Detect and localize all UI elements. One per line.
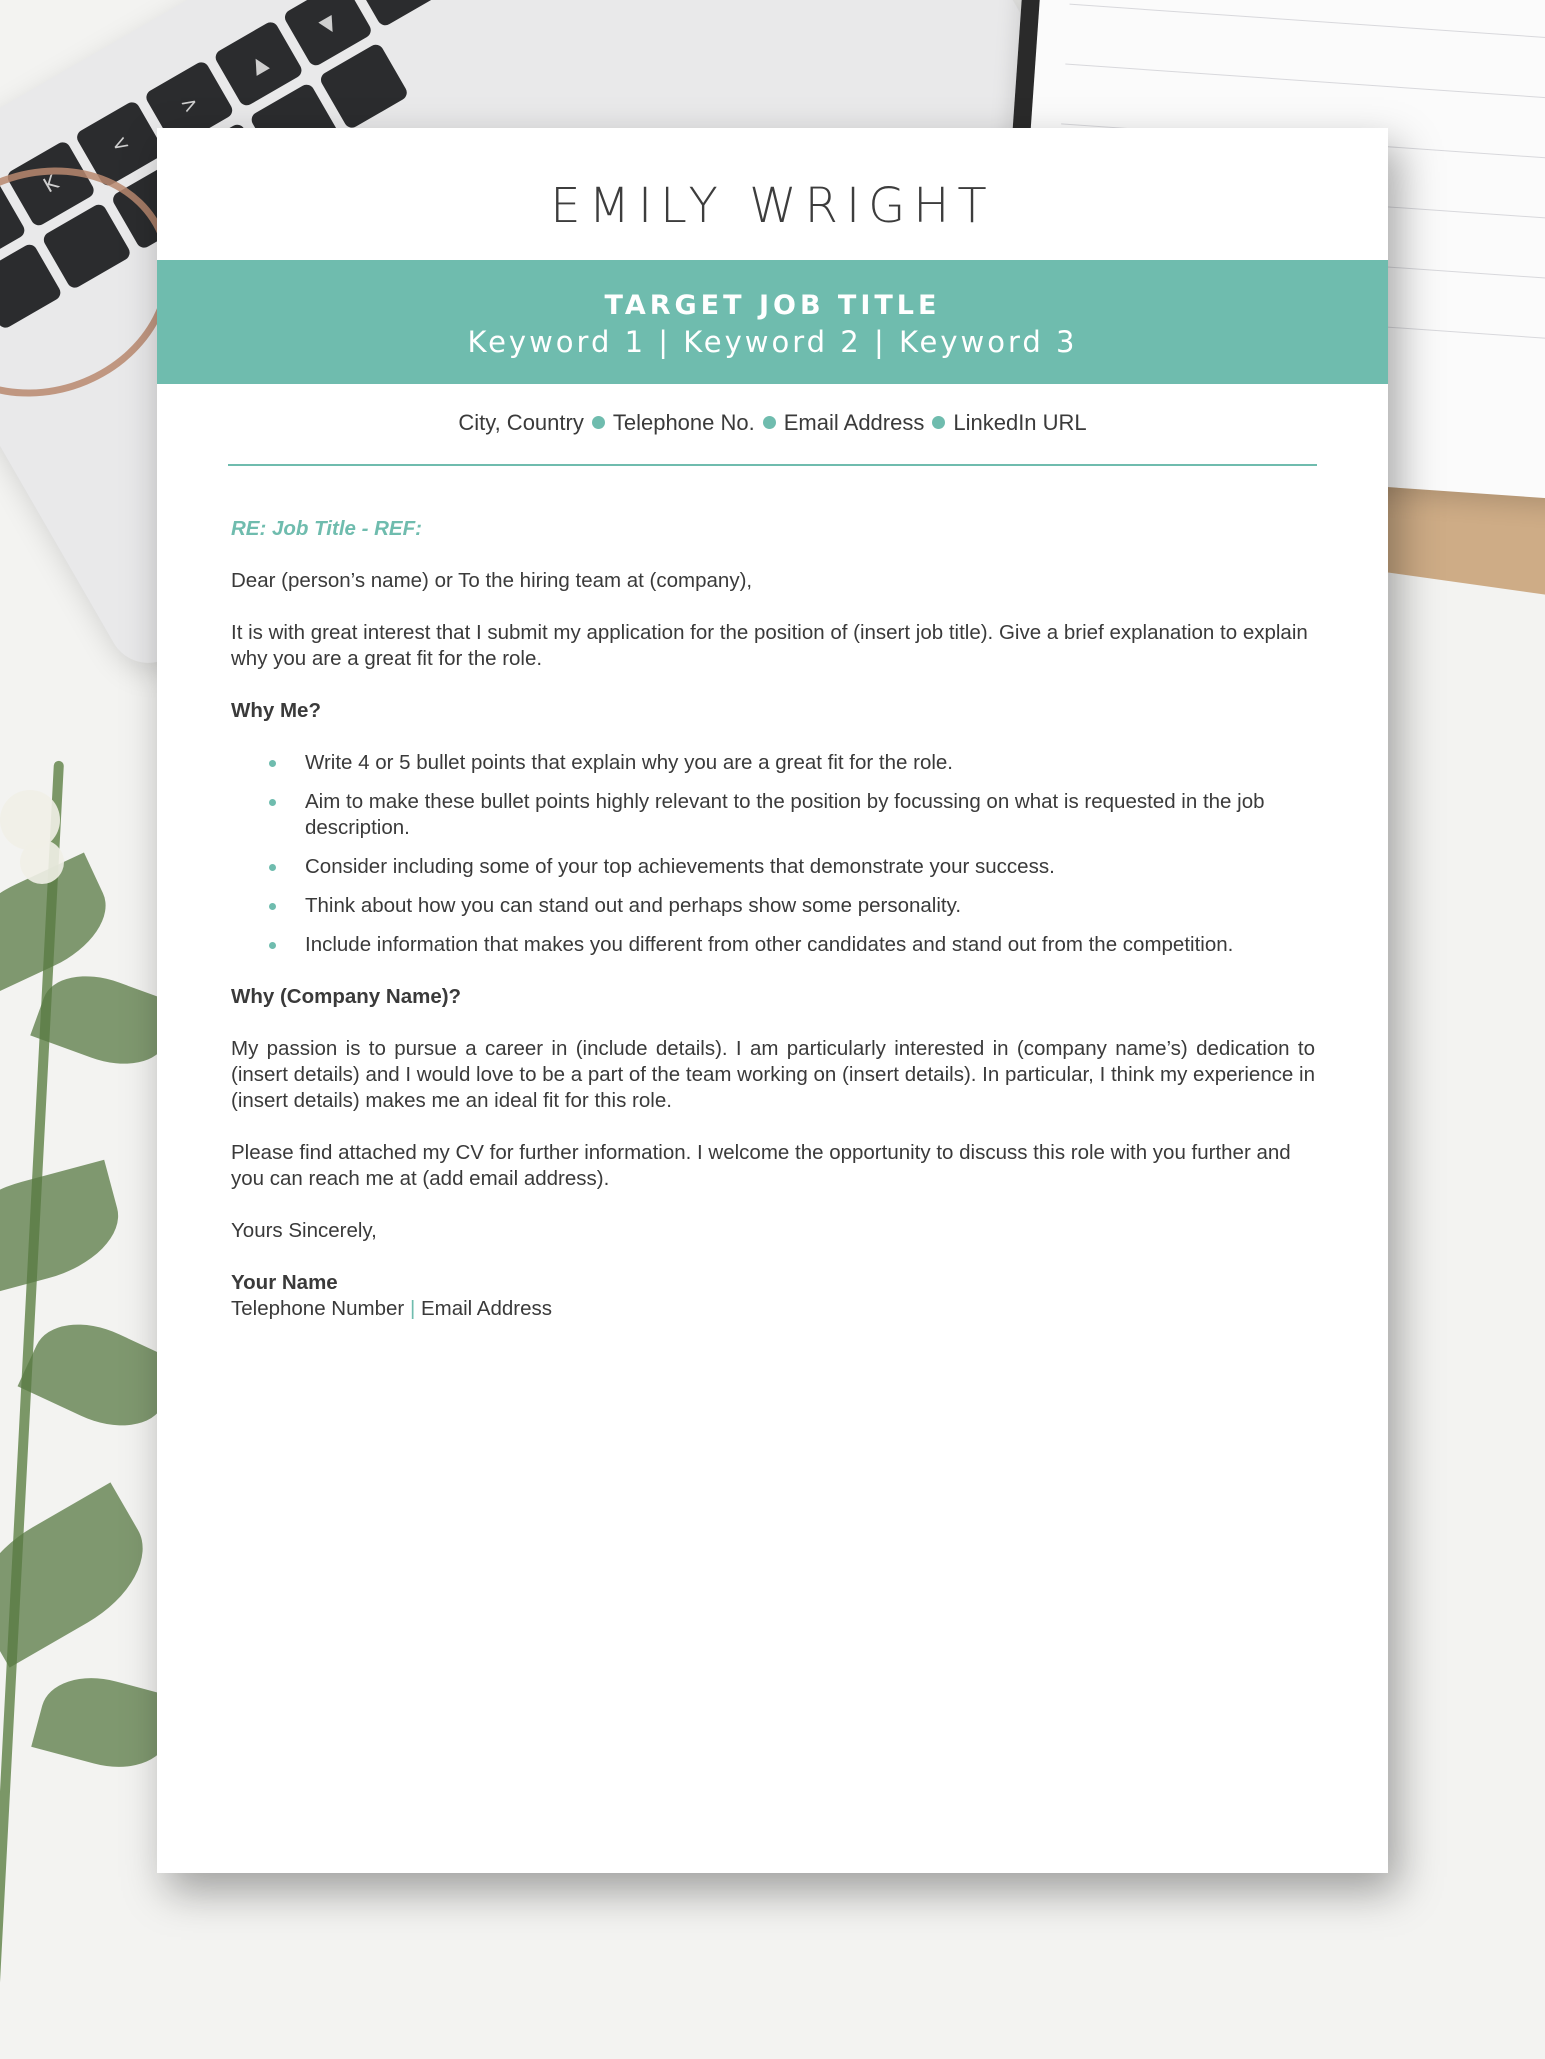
list-item: Include information that makes you different from other candidates and stand out from the competition. <box>305 932 1315 958</box>
sign-off: Yours Sincerely, <box>231 1219 377 1242</box>
why-company-heading: Why (Company Name)? <box>231 985 462 1008</box>
flower-background <box>20 840 64 884</box>
salutation: Dear (person’s name) or To the hiring team at (company), <box>231 569 753 592</box>
notebook-line <box>1069 4 1545 42</box>
signature-phone: Telephone Number <box>231 1297 405 1320</box>
leaf-background <box>0 853 122 998</box>
applicant-name: EMILY WRIGHT <box>550 178 995 234</box>
list-item: Aim to make these bullet points highly relevant to the position by focussing on what is requested in the job description. <box>305 789 1315 841</box>
signature-email: Email Address <box>420 1297 552 1320</box>
list-item: Write 4 or 5 bullet points that explain why you are a great fit for the role. <box>305 750 1315 776</box>
job-title-banner <box>157 260 1388 384</box>
letter-body <box>231 516 1315 1322</box>
leaf-background <box>0 1160 130 1301</box>
target-job-title: TARGET JOB TITLE <box>604 290 941 321</box>
bullet-dot-icon <box>763 416 776 429</box>
leaf-background <box>0 1482 165 1667</box>
signature-name: Your Name <box>231 1271 338 1294</box>
contact-linkedin: LinkedIn URL <box>953 410 1087 435</box>
why-me-list <box>231 750 1315 958</box>
list-item: Think about how you can stand out and perhaps show some personality. <box>305 893 1315 919</box>
key-less-than: < <box>74 99 166 188</box>
contact-city: City, Country <box>458 410 584 435</box>
cover-letter-page <box>157 128 1388 1873</box>
reference-line: RE: Job Title - REF: <box>231 517 422 540</box>
signature-contact <box>231 1296 1315 1322</box>
passion-paragraph: My passion is to pursue a career in (include details). I am particularly interested in (company name’s) dedication to (insert details) and I would love to be a part of the team working on (insert details). In particular, I think my experience in (insert details) makes me an ideal fit for this role. <box>231 1037 1315 1112</box>
key-arrow-up: ▲ <box>213 19 305 108</box>
key-arrow-down: ▼ <box>282 0 374 68</box>
key-greater-than: > <box>143 59 235 148</box>
key-k: K <box>5 139 97 228</box>
list-item: Consider including some of your top achievements that demonstrate your success. <box>305 854 1315 880</box>
closing-paragraph: Please find attached my CV for further information. I welcome the opportunity to discuss this role with you further and you can reach me at (add email address). <box>231 1141 1291 1190</box>
why-me-heading: Why Me? <box>231 699 321 722</box>
intro-paragraph: It is with great interest that I submit my application for the position of (insert job title). Give a brief explanation to explain why you are a great fit for the role. <box>231 621 1308 670</box>
contact-email: Email Address <box>783 410 925 435</box>
header-divider <box>228 464 1317 466</box>
bullet-dot-icon <box>592 416 605 429</box>
keywords-line: Keyword 1 | Keyword 2 | Keyword 3 <box>467 325 1078 359</box>
bullet-dot-icon <box>932 416 945 429</box>
contact-telephone: Telephone No. <box>612 410 755 435</box>
signature-separator: | <box>409 1297 416 1320</box>
notebook-line <box>1065 64 1545 102</box>
contact-line <box>157 410 1388 436</box>
